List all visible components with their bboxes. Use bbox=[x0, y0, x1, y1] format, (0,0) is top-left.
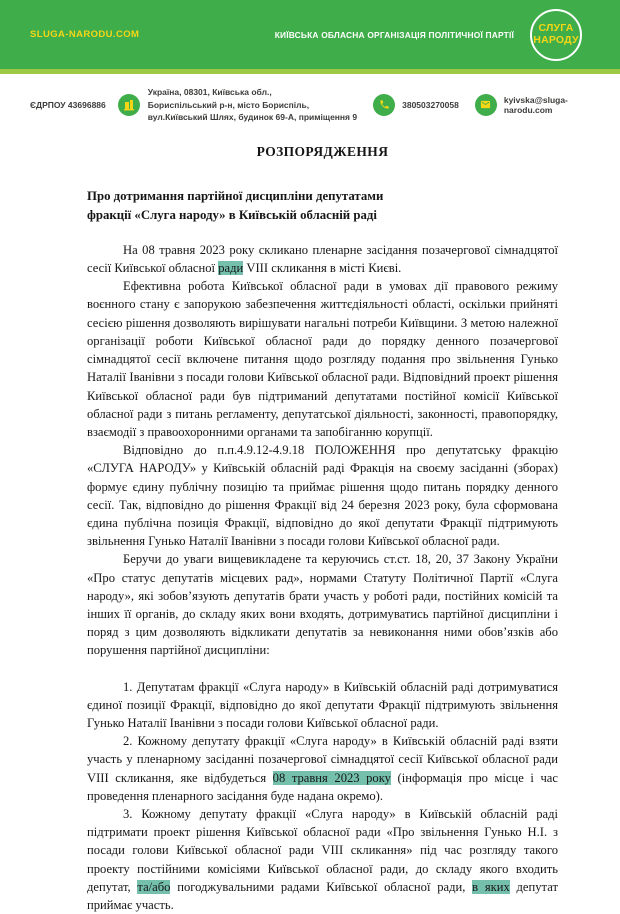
organization-name: КИЇВСЬКА ОБЛАСНА ОРГАНІЗАЦІЯ ПОЛІТИЧНОЇ ПАРТІЇ bbox=[275, 30, 514, 40]
party-logo bbox=[530, 9, 582, 61]
paragraph-1-text: На 08 травня 2023 року скликано пленарне засідання позачергової сімнадцятої сесії Київської обласної bbox=[87, 243, 558, 275]
list-item-3-text: погоджувальними радами Київської обласної ради, bbox=[170, 880, 472, 894]
address-line3: вул.Київський Шлях, будинок 69-А, приміщення 9 bbox=[148, 112, 357, 122]
list-item-2-text: (інформація про місце і час проведення пленарного засідання буде надана окремо). bbox=[87, 771, 558, 803]
phone-number: 380503270058 bbox=[402, 100, 459, 110]
email-icon-circle bbox=[475, 94, 497, 116]
building-icon bbox=[123, 99, 135, 111]
list-item-3-text: 3. Кожному депутату фракції «Слуга народу» в Київській обласній раді підтримати проект рішення Київської обласної ради «Про звільнення Гунько Н.І. з посади голови Київської обласної ради VIII скликання» під час розгляду такого проекту постійними комісіями Київської обласної ради, до складу якого входить депутат, bbox=[87, 807, 558, 894]
list-item-2 bbox=[87, 732, 558, 805]
address-line1: Україна, 08301, Київська обл., bbox=[148, 87, 272, 97]
address-icon bbox=[118, 94, 140, 116]
list-item-3-text: депутат приймає участь. bbox=[87, 880, 558, 912]
edrpou-label: ЄДРПОУ 43696886 bbox=[30, 100, 106, 110]
party-logo-line2: НАРОДУ bbox=[533, 35, 578, 47]
party-logo-line1: СЛУГА bbox=[538, 23, 573, 35]
text-highlight: ради bbox=[218, 261, 243, 275]
paragraph-1-text: VIII скликання в місті Києві. bbox=[243, 261, 401, 275]
list-item-1: 1. Депутатам фракції «Слуга народу» в Київській обласній раді дотримуватися єдиної позиції Фракції, відповідно до якої депутати Фракції підтримують звільнення Гунько Наталії Іванівни з посади голови Київської обласної ради. bbox=[87, 678, 558, 733]
list-item-3 bbox=[87, 805, 558, 914]
phone-icon bbox=[379, 99, 390, 110]
paragraph-2: Ефективна робота Київської обласної ради в умовах дії правового режиму воєнного стану є запорукою забезпечення життєдіяльності області, оскільки прийняті сесією рішення дозволяють вирішувати нагальні потреби Київщини. З метою належної організації роботи Київської обласної ради до порядку денного позачергової сімнадцятої сесії включене питання щодо розгляду подання про звільнення Гунько Наталії Іванівни з посади голови Київської обласної ради. Відповідний проект рішення Київської обласної ради був підтриманий депутатами постійної комісії Київської обласної ради з питань регламенту, депутатської діяльності, законності, правопорядку, взаємодії з правоохоронними органами та запобіганню корупції. bbox=[87, 277, 558, 441]
list-item-2-text: 2. Кожному депутату фракції «Слуга народу» в Київській обласній раді взяти участь у пленарному засіданні позачергової сімнадцятої сесії Київської обласної ради VIII скликання, яке відбудеться bbox=[87, 734, 558, 784]
address-block bbox=[148, 86, 357, 124]
text-highlight: в яких bbox=[472, 880, 510, 894]
paragraph-3: Відповідно до п.п.4.9.12-4.9.18 ПОЛОЖЕННЯ про депутатську фракцію «СЛУГА НАРОДУ» у Київській обласній раді Фракція на своєму засіданні (зборах) формує єдину публічну позицію та приймає рішення щодо питань порядку денного сесії. Так, відповідно до рішення Фракції від 24 березня 2023 року, була сформована єдина публічна позиція Фракції, відповідно до якої депутати Фракції підтримують звільнення Гунько Наталії Іванівни з посади голови Київської обласної ради. bbox=[87, 441, 558, 550]
text-highlight: та/або bbox=[137, 880, 170, 894]
envelope-icon bbox=[480, 99, 491, 110]
phone-icon-circle bbox=[373, 94, 395, 116]
site-name: SLUGA-NARODU.COM bbox=[30, 29, 139, 40]
contact-row bbox=[0, 74, 620, 132]
text-highlight: 08 травня 2023 року bbox=[273, 771, 391, 785]
subject-line2: фракції «Слуга народу» в Київській обласній раді bbox=[87, 208, 377, 222]
subject-heading bbox=[87, 187, 558, 225]
document-body bbox=[87, 241, 558, 914]
email-address: kyivska@sluga-narodu.com bbox=[504, 95, 600, 115]
letterhead-bar bbox=[0, 0, 620, 69]
document-title: РОЗПОРЯДЖЕННЯ bbox=[87, 144, 558, 160]
paragraph-4: Беручи до уваги вищевикладене та керуючись ст.ст. 18, 20, 37 Закону України «Про статус депутатів місцевих рад», нормами Статуту Політичної Партії «Слуга народу», які зобов’язують депутатів брати участь у роботі ради, постійних комісій та інших її органів, до складу яких вони входять, дотримуватись партійної дисципліни і поряд з цим дозволяють відкликати депутатів за невиконання ними обов’язків або порушення партійної дисципліни: bbox=[87, 550, 558, 659]
address-line2: Бориспільський р-н, місто Бориспіль, bbox=[148, 100, 309, 110]
paragraph-1 bbox=[87, 241, 558, 277]
subject-line1: Про дотримання партійної дисципліни депутатами bbox=[87, 189, 383, 203]
document-content bbox=[0, 132, 620, 914]
